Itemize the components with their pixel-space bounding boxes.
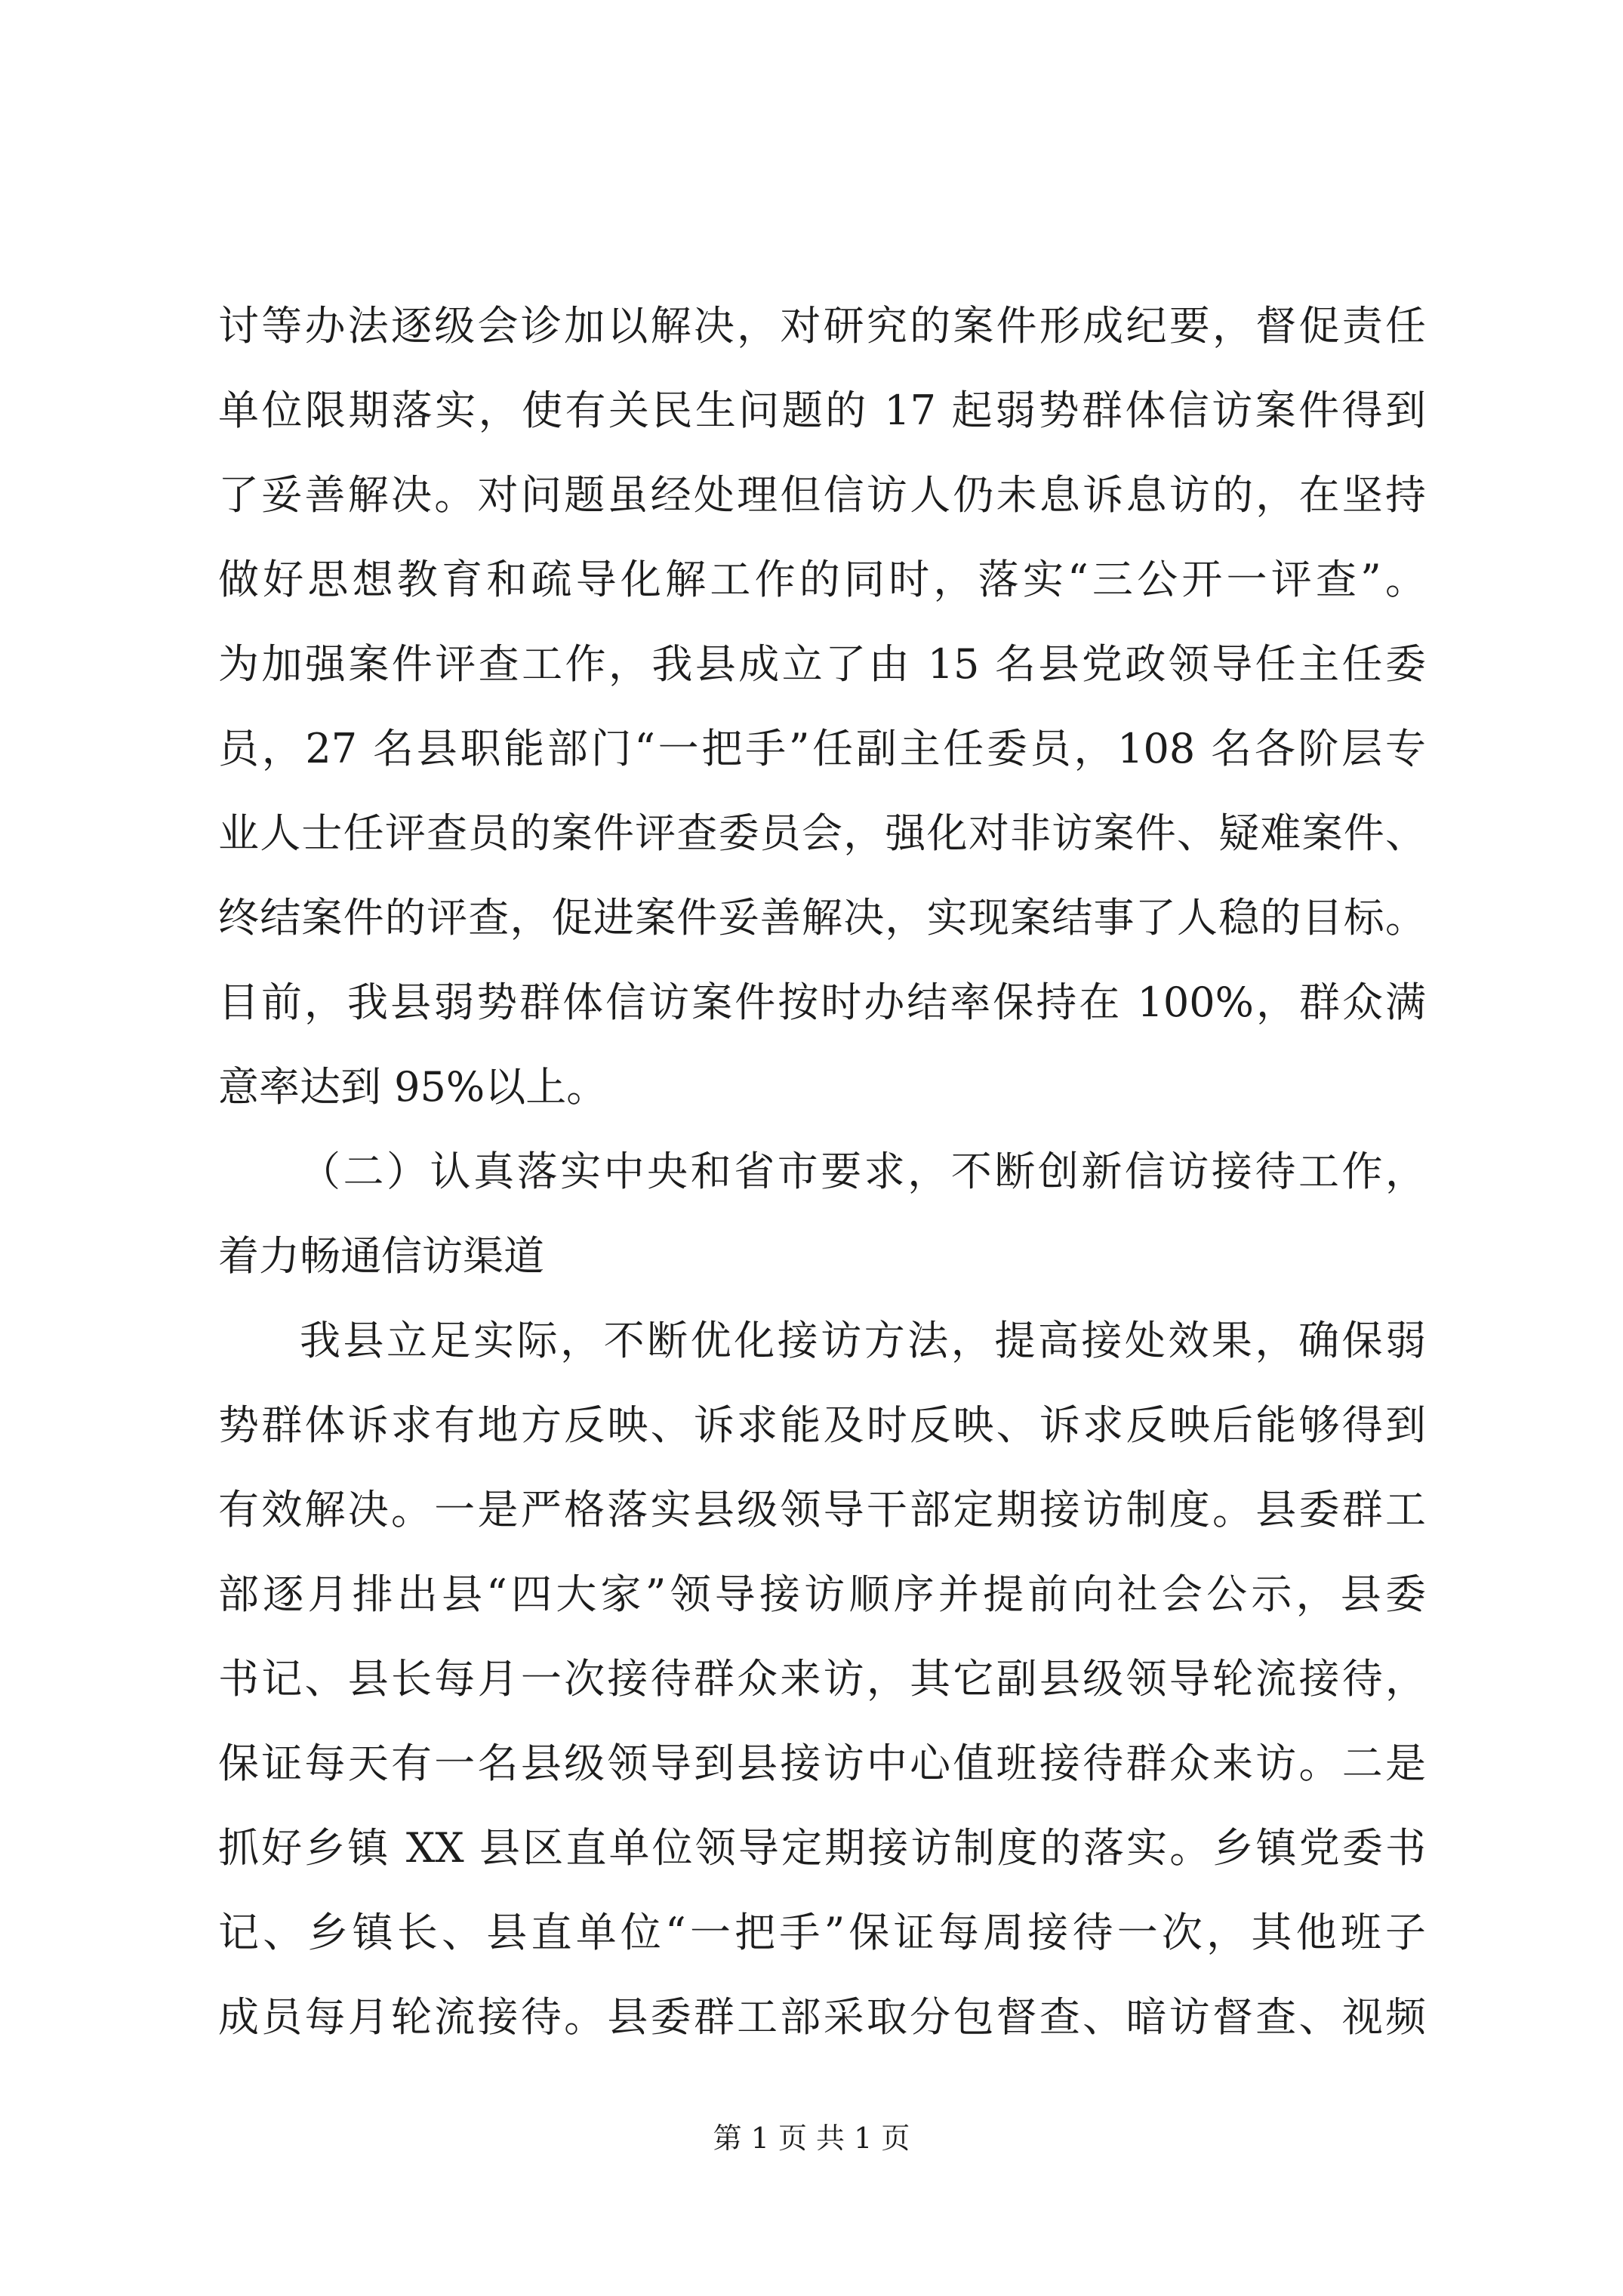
paragraph-line: 有效解决。一是严格落实县级领导干部定期接访制度。县委群工 [218, 1486, 1426, 1533]
paragraph-line: 记、乡镇长、县直单位“一把手”保证每周接待一次，其他班子 [218, 1909, 1426, 1956]
section-heading-line: 着力畅通信访渠道 [218, 1232, 544, 1280]
paragraph-line: 做好思想教育和疏导化解工作的同时，落实“三公开一评查”。 [218, 556, 1426, 603]
paragraph-line: 意率达到 95%以上。 [218, 1063, 608, 1111]
paragraph-line: 讨等办法逐级会诊加以解决，对研究的案件形成纪要，督促责任 [218, 302, 1426, 350]
paragraph-line: 势群体诉求有地方反映、诉求能及时反映、诉求反映后能够得到 [218, 1401, 1426, 1449]
paragraph-line: 抓好乡镇 XX 县区直单位领导定期接访制度的落实。乡镇党委书 [218, 1824, 1426, 1872]
paragraph-line: 终结案件的评查，促进案件妥善解决，实现案结事了人稳的目标。 [218, 894, 1426, 942]
paragraph-line: 部逐月排出县“四大家”领导接访顺序并提前向社会公示，县委 [218, 1570, 1426, 1618]
paragraph-line: 为加强案件评查工作，我县成立了由 15 名县党政领导任主任委 [218, 640, 1426, 688]
paragraph-line: 我县立足实际，不断优化接访方法，提高接处效果，确保弱 [300, 1317, 1426, 1364]
page-footer [0, 2120, 1623, 2156]
paragraph-line: 书记、县长每月一次接待群众来访，其它副县级领导轮流接待， [218, 1655, 1426, 1703]
section-heading-line: （二）认真落实中央和省市要求，不断创新信访接待工作， [300, 1148, 1426, 1195]
paragraph-line: 成员每月轮流接待。县委群工部采取分包督查、暗访督查、视频 [218, 1993, 1426, 2041]
paragraph-line: 单位限期落实，使有关民生问题的 17 起弱势群体信访案件得到 [218, 387, 1426, 434]
page-number: 第 1 页 共 1 页 [713, 2122, 910, 2155]
paragraph-line: 业人士任评查员的案件评查委员会，强化对非访案件、疑难案件、 [218, 809, 1426, 857]
paragraph-line: 保证每天有一名县级领导到县接访中心值班接待群众来访。二是 [218, 1740, 1426, 1787]
paragraph-line: 目前，我县弱势群体信访案件按时办结率保持在 100%，群众满 [218, 978, 1426, 1026]
paragraph-line: 了妥善解决。对问题虽经处理但信访人仍未息诉息访的，在坚持 [218, 471, 1426, 519]
paragraph-line: 员，27 名县职能部门“一把手”任副主任委员，108 名各阶层专 [218, 725, 1426, 772]
body-text [218, 284, 1426, 2060]
